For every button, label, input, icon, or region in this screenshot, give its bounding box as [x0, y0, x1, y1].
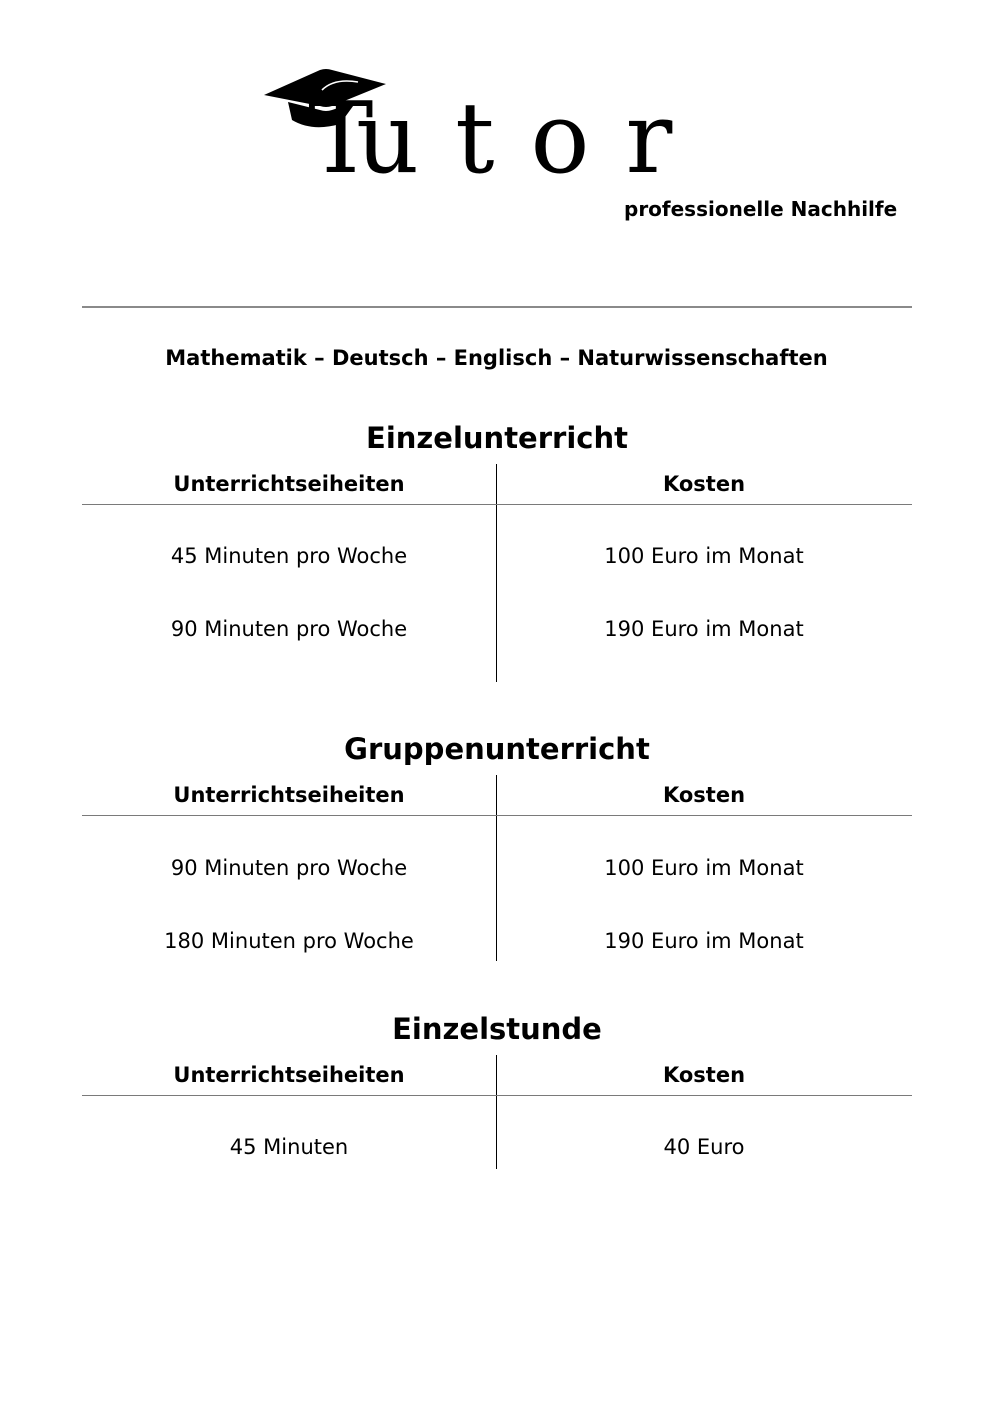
header-underline [82, 815, 912, 816]
logo-tagline: professionelle Nachhilfe [624, 197, 898, 221]
subjects-line: Mathematik – Deutsch – Englisch – Naturwissenschaften [165, 346, 828, 370]
column-header-cost: Kosten [662, 1063, 746, 1087]
column-header-cost: Kosten [662, 472, 746, 496]
header-divider [82, 306, 912, 308]
section-gruppenunterricht [82, 731, 912, 963]
logo-letters-rest: utor [356, 82, 709, 196]
table-cell-cost: 190 Euro im Monat [604, 929, 804, 953]
logo-letter-t: T [308, 82, 374, 196]
column-header-units: Unterrichtseiheiten [173, 472, 405, 496]
table-cell-units: 180 Minuten pro Woche [164, 929, 414, 953]
table-cell-cost: 100 Euro im Monat [604, 544, 804, 568]
logo-wordmark [308, 82, 709, 196]
table-cell-cost: 190 Euro im Monat [604, 617, 804, 641]
column-header-cost: Kosten [662, 783, 746, 807]
section-einzelstunde [82, 1011, 912, 1171]
section-title: Gruppenunterricht [344, 732, 650, 766]
table-cell-units: 45 Minuten [229, 1135, 349, 1159]
table-cell-units: 45 Minuten pro Woche [170, 544, 408, 568]
table-cell-units: 90 Minuten pro Woche [170, 856, 408, 880]
table-cell-units: 90 Minuten pro Woche [170, 617, 408, 641]
header-underline [82, 1095, 912, 1096]
section-title: Einzelstunde [392, 1012, 602, 1046]
header-underline [82, 504, 912, 505]
table-cell-cost: 40 Euro [663, 1135, 745, 1159]
table-cell-cost: 100 Euro im Monat [604, 856, 804, 880]
section-title: Einzelunterricht [366, 421, 628, 455]
logo [0, 0, 993, 240]
column-header-units: Unterrichtseiheiten [173, 1063, 405, 1087]
column-header-units: Unterrichtseiheiten [173, 783, 405, 807]
section-einzelunterricht [82, 420, 912, 682]
